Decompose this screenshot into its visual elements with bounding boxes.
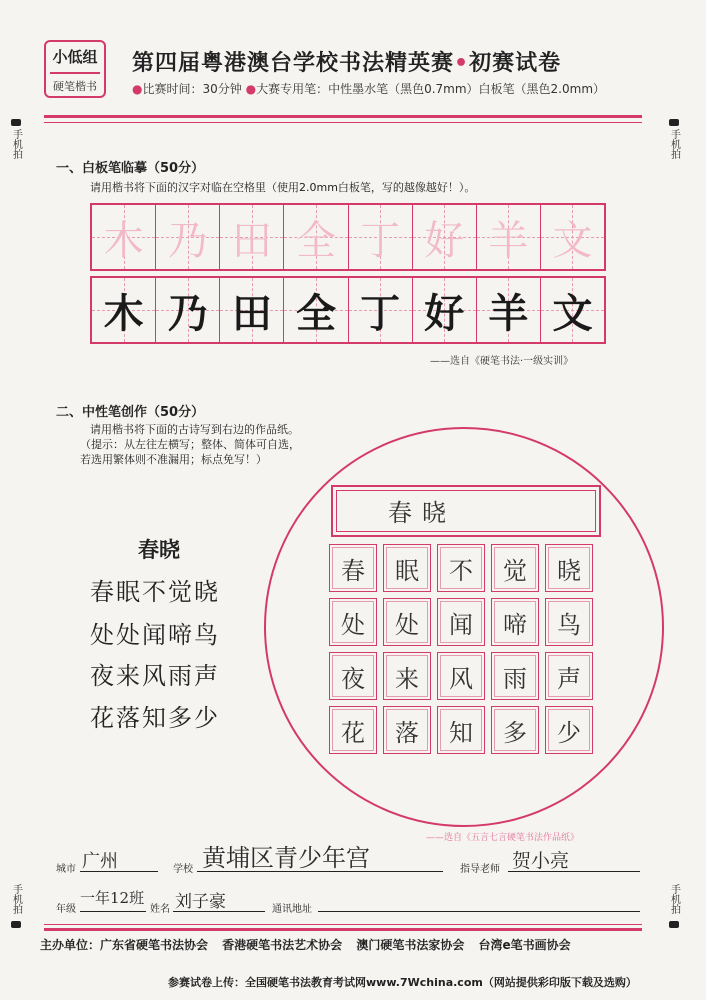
copy-cell[interactable] [92,278,156,342]
address-label: 通讯地址 [272,904,312,915]
work-char: 觉 [503,556,527,585]
work-cell[interactable] [545,544,593,592]
copy-cell[interactable] [413,278,477,342]
work-title: 春晓 [388,499,456,527]
name-label: 姓名 [150,904,170,915]
exam-info [132,80,605,97]
trace-cell[interactable] [413,205,477,269]
work-char: 处 [395,610,419,639]
title-main: 第四届粤港澳台学校书法精英赛 [132,51,455,76]
work-cell[interactable] [437,598,485,646]
section1-title: 一、白板笔临摹（50分） [56,161,205,176]
copy-char: 文 [552,290,593,337]
work-cell[interactable] [383,544,431,592]
work-char: 夜 [341,664,365,693]
grade-label: 年级 [56,904,76,915]
camera-icon [669,119,679,126]
work-char: 知 [449,718,473,747]
trace-cell[interactable] [220,205,284,269]
city-value: 广州 [82,851,118,872]
copy-char: 羊 [488,290,529,337]
side-tag-text: 手机拍 [668,884,680,914]
work-cell[interactable] [329,652,377,700]
trace-char: 田 [231,217,272,264]
camera-icon [11,119,21,126]
bullet-icon: ● [245,82,257,96]
copy-cell[interactable] [477,278,541,342]
trace-char: 木 [103,217,144,264]
trace-cell[interactable] [92,205,156,269]
page-title [132,46,561,77]
work-char: 风 [449,664,473,693]
work-cell[interactable] [491,598,539,646]
side-tag-right-bottom [664,884,684,931]
side-tag-text: 手机拍 [10,884,22,914]
trace-char: 全 [295,217,336,264]
category-label: 硬笔楷书 [53,80,97,93]
poem-line: 夜来风雨声 [90,662,220,690]
trace-char: 羊 [488,217,529,264]
section2-instruction-3: 若选用繁体则不准漏用；标点免写！） [80,453,267,466]
work-cell[interactable] [545,706,593,754]
side-tag-left-top [6,116,26,163]
work-char: 多 [503,718,527,747]
group-badge [44,40,106,98]
side-tag-left-bottom [6,884,26,931]
work-char: 声 [557,664,581,693]
footer-rule-thin [44,924,642,925]
work-cell[interactable] [545,652,593,700]
work-cell[interactable] [383,706,431,754]
copy-cell[interactable] [541,278,604,342]
work-char: 晓 [557,556,581,585]
copy-char: 好 [424,290,465,337]
work-cell[interactable] [491,706,539,754]
work-char: 不 [449,556,473,585]
copy-char: 全 [295,290,336,337]
bullet-icon: ● [132,82,143,96]
section2-instruction-2: （提示：从左往左横写；整体、简体可自选， [80,438,300,451]
school-label: 学校 [173,864,193,875]
teacher-value: 贺小亮 [512,850,570,872]
copy-row [90,276,606,344]
work-title-inner-border [336,490,596,532]
grade-value: 一年12班 [80,889,145,907]
trace-char: 丁 [360,217,401,264]
work-cell[interactable] [437,544,485,592]
pen-info: 大赛专用笔：中性墨水笔（黑色0.7mm）白板笔（黑色2.0mm） [256,82,606,96]
title-tail: 初赛试卷 [469,51,562,76]
trace-cell[interactable] [477,205,541,269]
work-char: 花 [341,718,365,747]
trace-char: 乃 [167,217,208,264]
upload-note: 参赛试卷上传：全国硬笔书法教育考试网www.7Wchina.com（网站提供彩印版下载及选购） [168,976,637,989]
trace-row [90,203,606,271]
work-char: 啼 [503,610,527,639]
header-rule-thick [44,115,642,118]
section1-source: ——选自《硬笔书法·一级实训》 [430,356,574,367]
work-char: 眠 [395,556,419,585]
work-char: 闻 [449,610,473,639]
city-label: 城市 [56,864,76,875]
side-tag-right-top [664,116,684,163]
work-cell[interactable] [437,706,485,754]
header-rule-thin [44,122,642,123]
title-dot: • [454,51,470,76]
poem-line: 春眠不觉晓 [90,578,220,606]
copy-cell[interactable] [284,278,348,342]
badge-divider [50,72,100,74]
work-cell[interactable] [329,544,377,592]
trace-cell[interactable] [349,205,413,269]
copy-char: 田 [231,290,272,337]
group-label: 小低组 [52,48,98,66]
organizers: 主办单位：广东省硬笔书法协会 香港硬笔书法艺术协会 澳门硬笔书法家协会 台湾e笔书画协会 [40,938,571,952]
poem-line: 花落知多少 [90,704,220,732]
poem-line: 处处闻啼鸟 [90,621,220,649]
section2-title: 二、中性笔创作（50分） [56,405,205,420]
work-cell[interactable] [545,598,593,646]
copy-char: 木 [103,290,144,337]
work-char: 来 [395,664,419,693]
work-char: 少 [557,718,581,747]
side-tag-text: 手机拍 [668,129,680,159]
work-cell[interactable] [329,706,377,754]
copy-char: 丁 [360,290,401,337]
poem-title: 春晓 [138,538,180,562]
camera-icon [11,921,21,928]
trace-cell[interactable] [156,205,220,269]
work-cell[interactable] [383,652,431,700]
time-info: 比赛时间：30分钟 [142,82,242,96]
work-char: 鸟 [557,610,581,639]
work-char: 春 [341,556,365,585]
address-field[interactable] [318,911,640,912]
grade-field[interactable] [80,911,146,912]
work-cell[interactable] [329,598,377,646]
copy-cell[interactable] [156,278,220,342]
name-value: 刘子豪 [175,892,226,912]
work-char: 落 [395,718,419,747]
section2-source: ——选自《五言七言硬笔书法作品纸》 [426,833,580,843]
work-title-box[interactable] [331,485,601,537]
camera-icon [669,921,679,928]
section1-instruction: 请用楷书将下面的汉字对临在空格里（使用2.0mm白板笔，写的越像越好！）。 [90,181,476,194]
teacher-label: 指导老师 [460,864,500,875]
trace-char: 文 [552,217,593,264]
school-value: 黄埔区青少年宫 [202,844,370,872]
copy-char: 乃 [167,290,208,337]
work-char: 处 [341,610,365,639]
copy-cell[interactable] [220,278,284,342]
footer-rule-thick [44,928,642,931]
work-cell[interactable] [437,652,485,700]
work-cell[interactable] [491,652,539,700]
section2-instruction-1: 请用楷书将下面的古诗写到右边的作品纸。 [90,423,299,436]
work-cell[interactable] [491,544,539,592]
work-cell[interactable] [383,598,431,646]
work-char: 雨 [503,664,527,693]
trace-cell[interactable] [284,205,348,269]
side-tag-text: 手机拍 [10,129,22,159]
trace-cell[interactable] [541,205,604,269]
trace-char: 好 [424,217,465,264]
copy-cell[interactable] [349,278,413,342]
